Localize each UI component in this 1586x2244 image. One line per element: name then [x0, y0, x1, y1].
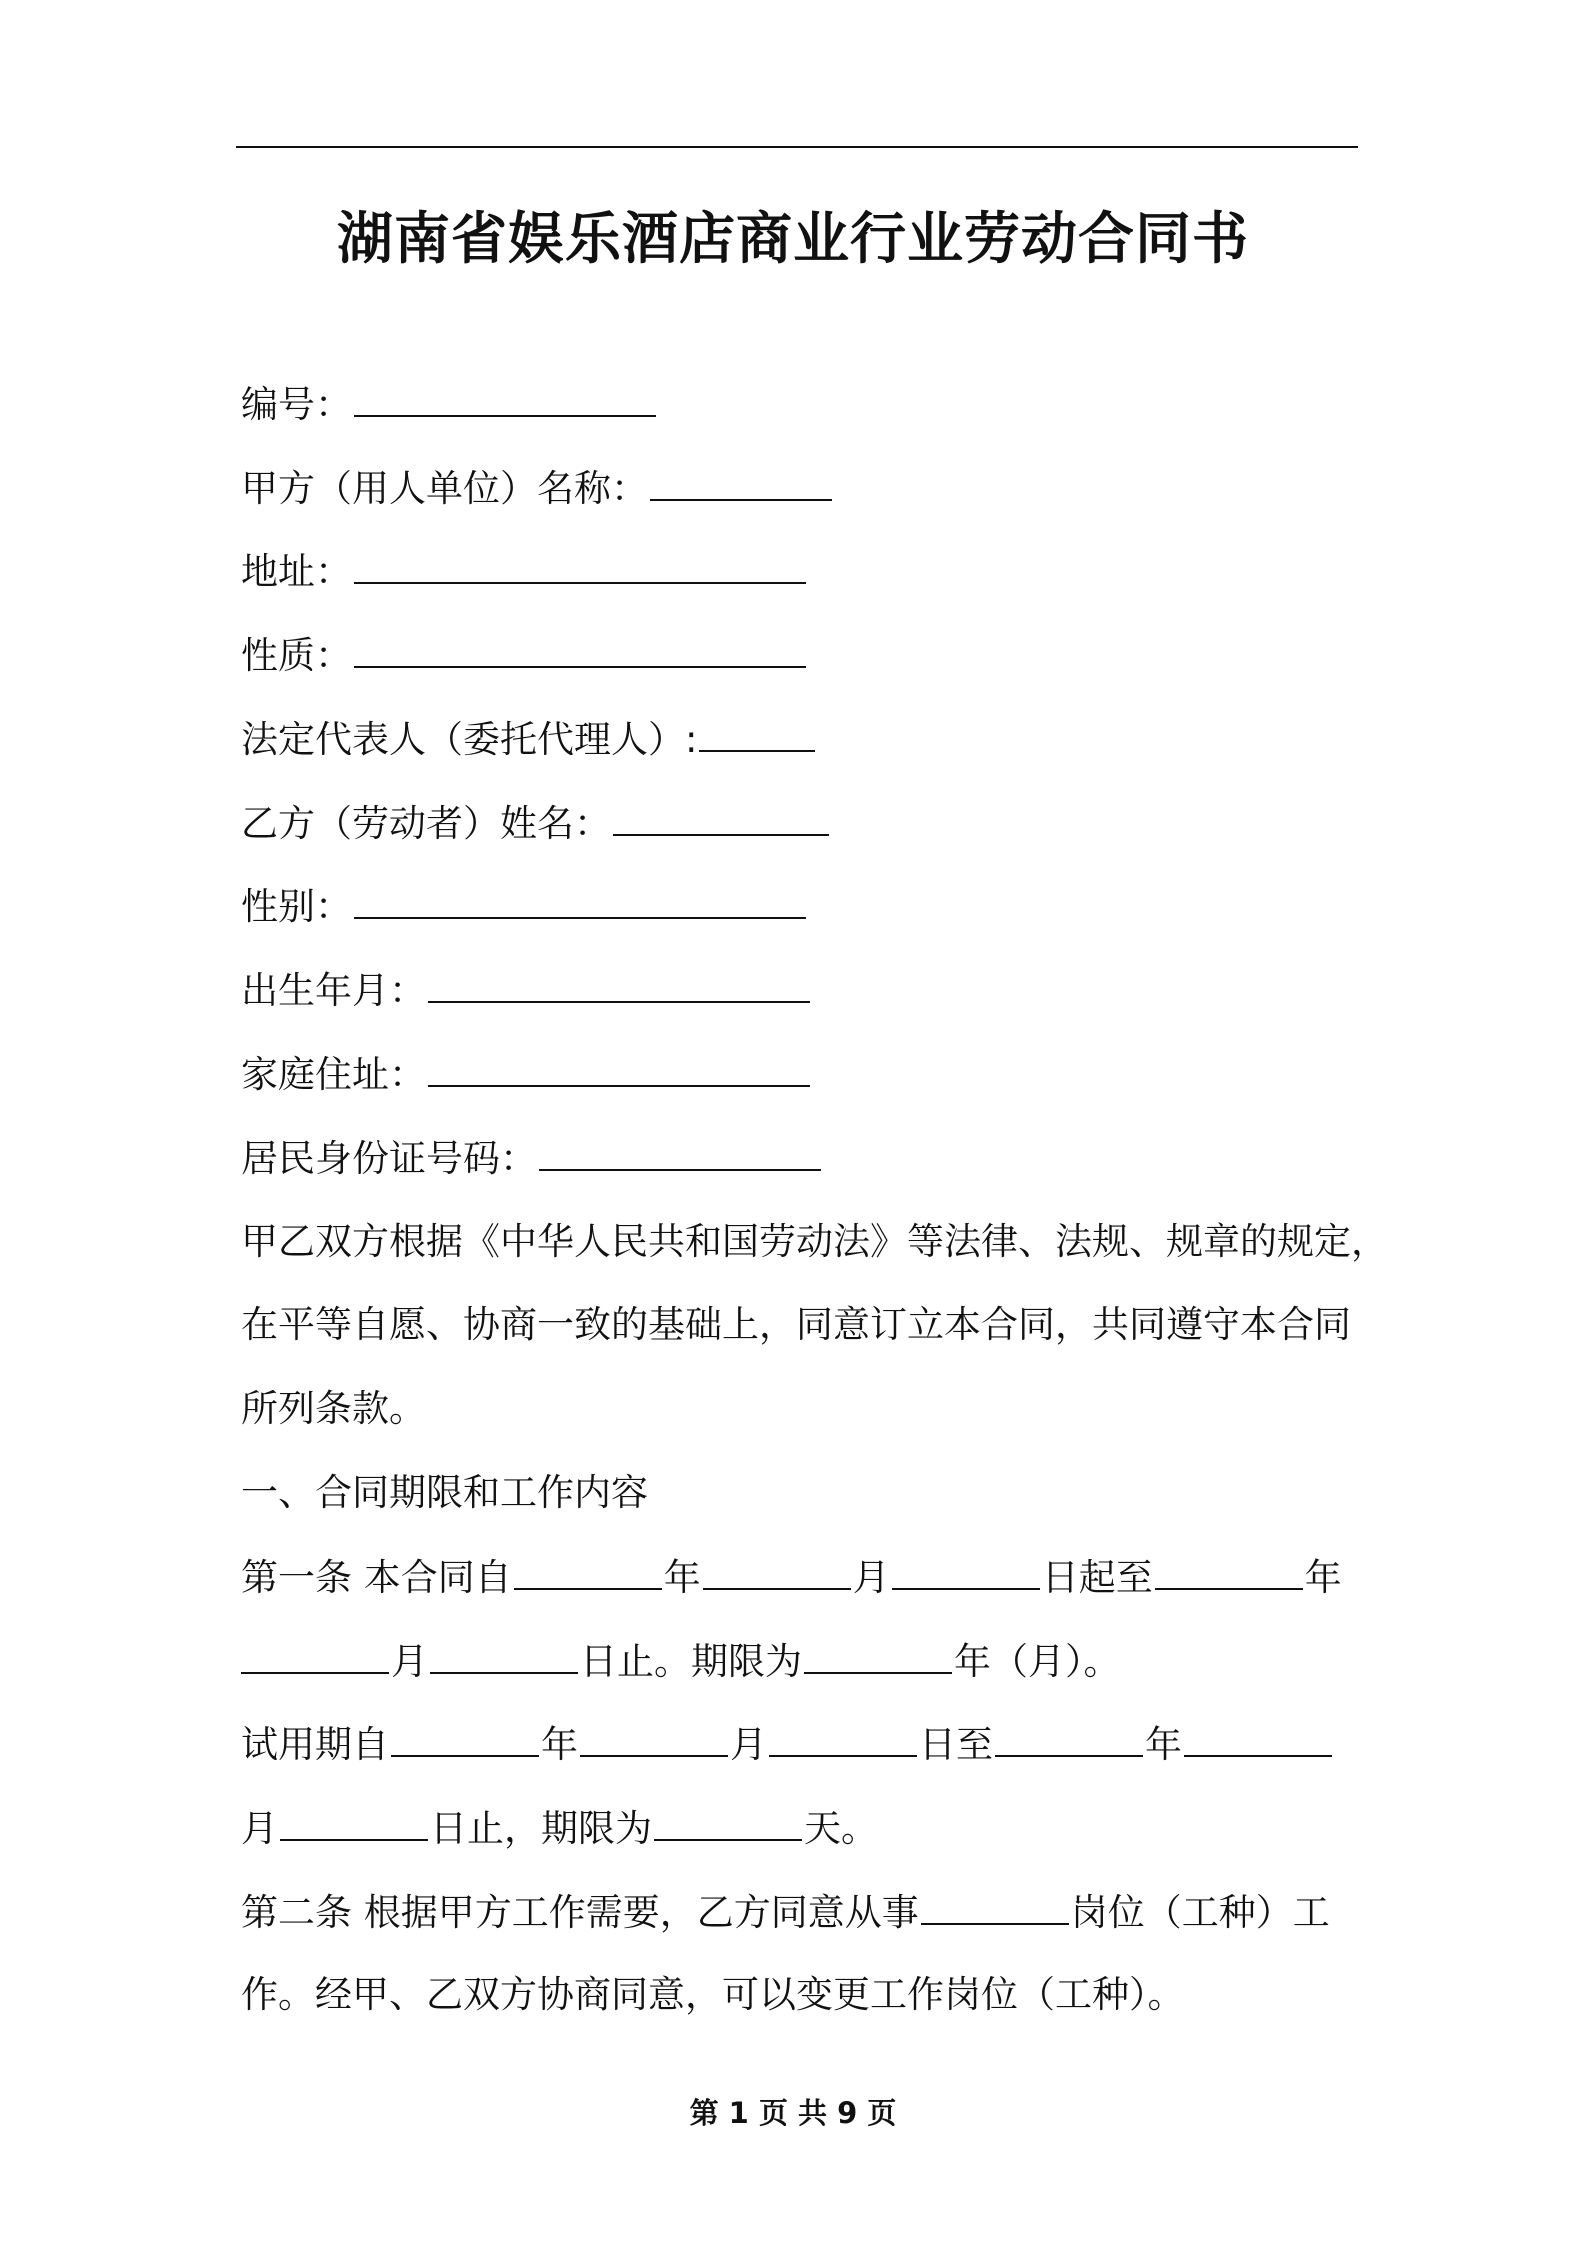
- birth-blank[interactable]: [428, 965, 810, 1003]
- days-label: 天。: [804, 1807, 878, 1850]
- year-label: 年: [541, 1723, 578, 1766]
- term-blank[interactable]: [804, 1636, 952, 1674]
- page-footer: 第 1 页 共 9 页: [689, 2096, 897, 2130]
- field-home-address-label: 家庭住址：: [241, 1053, 426, 1096]
- article-2-text: 第二条 根据甲方工作需要，乙方同意从事: [241, 1891, 919, 1934]
- id-number-blank[interactable]: [539, 1133, 821, 1171]
- article-2-line-2: 作。经甲、乙双方协商同意，可以变更工作岗位（工种）。: [241, 1973, 1185, 2016]
- day-label: 日至: [919, 1723, 993, 1766]
- probation-days-blank[interactable]: [654, 1803, 802, 1841]
- field-party-b-label: 乙方（劳动者）姓名：: [241, 802, 611, 845]
- field-nature-label: 性质：: [241, 634, 352, 677]
- field-number: [241, 379, 658, 429]
- article-1-line-3: [241, 1719, 1334, 1769]
- start-year-blank[interactable]: [514, 1552, 662, 1590]
- field-number-label: 编号：: [241, 383, 352, 426]
- article-2-line-1: [241, 1887, 1330, 1937]
- end-year-blank[interactable]: [1155, 1552, 1303, 1590]
- field-birth: [241, 965, 812, 1015]
- end-month-blank[interactable]: [241, 1636, 389, 1674]
- field-party-a-name: [241, 463, 834, 513]
- party-a-name-blank[interactable]: [650, 463, 832, 501]
- field-legal-rep-label: 法定代表人（委托代理人）:: [241, 718, 698, 761]
- article-1-text: 第一条 本合同自: [241, 1556, 512, 1599]
- party-b-name-blank[interactable]: [613, 798, 829, 836]
- field-gender: [241, 881, 808, 931]
- start-month-blank[interactable]: [703, 1552, 851, 1590]
- field-address-label: 地址：: [241, 550, 352, 593]
- month-label: 月: [852, 1556, 890, 1599]
- address-blank[interactable]: [354, 546, 806, 584]
- term-label: 日止。期限为: [580, 1640, 802, 1683]
- probation-start-day-blank[interactable]: [769, 1719, 917, 1757]
- month-label: 月: [391, 1640, 428, 1683]
- probation-end-year-blank[interactable]: [995, 1719, 1143, 1757]
- probation-term-label: 日止，期限为: [430, 1807, 652, 1850]
- position-label: 岗位（工种）工: [1070, 1891, 1330, 1934]
- year-label: 年: [663, 1556, 701, 1599]
- year-label: 年: [1145, 1723, 1182, 1766]
- day-label: 日起至: [1041, 1556, 1153, 1599]
- document-title: 湖南省娱乐酒店商业行业劳动合同书: [337, 207, 1249, 272]
- probation-end-month-blank[interactable]: [1184, 1719, 1332, 1757]
- probation-text: 试用期自: [241, 1723, 389, 1766]
- nature-blank[interactable]: [354, 630, 806, 668]
- field-party-a-label: 甲方（用人单位）名称：: [241, 467, 648, 510]
- month-label: 月: [730, 1723, 767, 1766]
- preamble-line-3: 所列条款。: [241, 1387, 426, 1430]
- preamble-line-1: 甲乙双方根据《中华人民共和国劳动法》等法律、法规、规章的规定，: [241, 1220, 1388, 1263]
- probation-end-day-blank[interactable]: [280, 1803, 428, 1841]
- article-1-line-2: [241, 1636, 1121, 1686]
- probation-start-year-blank[interactable]: [391, 1719, 539, 1757]
- field-address: [241, 546, 808, 596]
- end-day-blank[interactable]: [430, 1636, 578, 1674]
- article-1-line-1: [241, 1552, 1342, 1602]
- probation-start-month-blank[interactable]: [580, 1719, 728, 1757]
- start-day-blank[interactable]: [892, 1552, 1040, 1590]
- position-blank[interactable]: [921, 1887, 1069, 1925]
- home-address-blank[interactable]: [428, 1049, 810, 1087]
- term-unit-label: 年（月）。: [954, 1640, 1121, 1683]
- field-legal-rep: [241, 714, 817, 764]
- year-label: 年: [1304, 1556, 1342, 1599]
- preamble-line-2: 在平等自愿、协商一致的基础上，同意订立本合同，共同遵守本合同: [241, 1303, 1351, 1346]
- number-blank[interactable]: [354, 379, 656, 417]
- field-home-address: [241, 1049, 812, 1099]
- field-id-number-label: 居民身份证号码：: [241, 1137, 537, 1180]
- month-label: 月: [241, 1807, 278, 1850]
- legal-rep-blank[interactable]: [699, 714, 815, 752]
- section-1-heading: 一、合同期限和工作内容: [241, 1471, 648, 1514]
- gender-blank[interactable]: [354, 881, 806, 919]
- field-birth-label: 出生年月：: [241, 969, 426, 1012]
- article-1-line-4: [241, 1803, 878, 1853]
- field-nature: [241, 630, 808, 680]
- field-party-b-name: [241, 798, 831, 848]
- header-rule: [236, 146, 1358, 148]
- field-gender-label: 性别：: [241, 885, 352, 928]
- field-id-number: [241, 1133, 823, 1183]
